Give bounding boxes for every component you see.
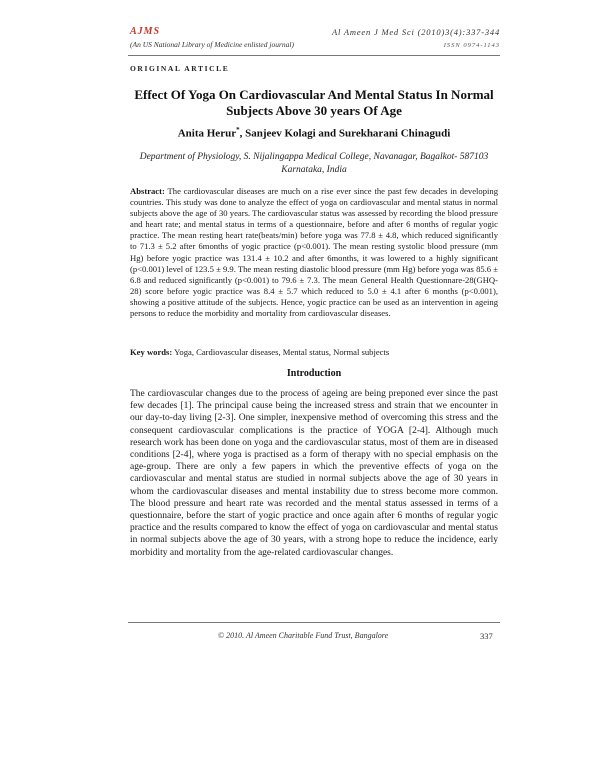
journal-subtitle: (An US National Library of Medicine enlisted journal) <box>130 40 294 49</box>
header-divider <box>128 55 500 56</box>
corresponding-mark: * <box>236 126 240 134</box>
introduction-text: The cardiovascular changes due to the process of ageing are being preponed ever since the past few decades [1]. The principal cause being the increased stress and strain that we encounter in our day-to-day living [2-3]. One simpler, inexpensive method of overcoming this stress and the consequent cardiovascular complications is the practice of YOGA [2-4]. Although much research work has been done on yoga and the cardiovascular status, most of them are in diseased conditions [2-4], where yoga is practised as a form of therapy with no special emphasis on the age-group. There are only a few papers in which the preventive effects of yoga on the cardiovascular and mental status are studied in normal subjects above the age of 30 years in whom the cardiovascular diseases and mental instability due to stress become more common. The blood pressure and heart rate was recorded and the mental status assessed in terms of a questionnaire, before the start of yogic practice and once again after 6 months of regular yogic practice and the results compared to know the effect of yoga on cardiovascular and mental status in normal subjects above the age of 30 years, with a strong hope to reduce the incidence, early morbidity and mortality from the age-related cardiovascular changes. <box>130 389 498 558</box>
journal-header-right <box>332 27 500 49</box>
abstract-label: Abstract: <box>130 186 165 196</box>
abstract <box>130 186 498 319</box>
author-affiliation: Department of Physiology, S. Nijalingappa Medical College, Navanagar, Bagalkot- 587103 Karnataka, India <box>139 152 489 175</box>
keywords-text: Yoga, Cardiovascular diseases, Mental status, Normal subjects <box>172 347 390 357</box>
journal-short-name: AJMS <box>130 26 161 37</box>
keywords-label: Key words: <box>130 347 173 357</box>
abstract-text: The cardiovascular diseases are much on a rise ever since the past few decades in developing countries. This study was done to analyze the effect of yoga on cardiovascular and mental status in normal subjects above the age of 30 years. The cardiovascular status was assessed by recording the blood pressure and heart rate; and mental status in terms of a questionnaire, before and after 6 months of regular yogic practice. The mean resting heart rate(beats/min) before yoga was 77.8 ± 4.8, which reduced significantly to 71.3 ± 5.2 after 6months of yogic practice (p<0.001). The mean resting systolic blood pressure (mm Hg) before yogic practice was 131.4 ± 10.2 and after 6months, it was lowered to a highly significant (p<0.001) level of 123.5 ± 9.9. The mean resting diastolic blood pressure (mm Hg) before yoga was 85.6 ± 6.8 and reduced significantly (p<0.001) to 79.6 ± 7.3. The mean General Health Questionnare-28(GHQ-28) score before yogic practice was 8.4 ± 5.7 which reduced to 5.0 ± 4.1 after 6 months (p<0.001), showing a positive attitude of the subjects. Hence, yogic practice can be used as an intervention in ageing persons to reduce the morbidity and mortality from cardiovascular diseases. <box>130 186 498 319</box>
article-type: ORIGINAL ARTICLE <box>130 64 230 73</box>
article-title: Effect Of Yoga On Cardiovascular And Mental Status In Normal Subjects Above 30 years Of Age <box>134 87 494 118</box>
page-number: 337 <box>480 631 493 641</box>
copyright-notice: © 2010. Al Ameen Charitable Fund Trust, Bangalore <box>218 631 389 640</box>
footer-divider <box>128 622 500 623</box>
journal-issn: ISSN 0974-1143 <box>443 42 500 49</box>
journal-header-left <box>130 26 294 49</box>
other-authors: , Sanjeev Kolagi and Surekharani Chinagudi <box>239 127 451 140</box>
keywords <box>130 347 498 358</box>
first-author: Anita Herur <box>177 127 237 140</box>
author-list <box>128 126 500 140</box>
journal-citation: Al Ameen J Med Sci (2010)3(4):337-344 <box>332 27 500 37</box>
introduction-heading: Introduction <box>286 368 342 379</box>
